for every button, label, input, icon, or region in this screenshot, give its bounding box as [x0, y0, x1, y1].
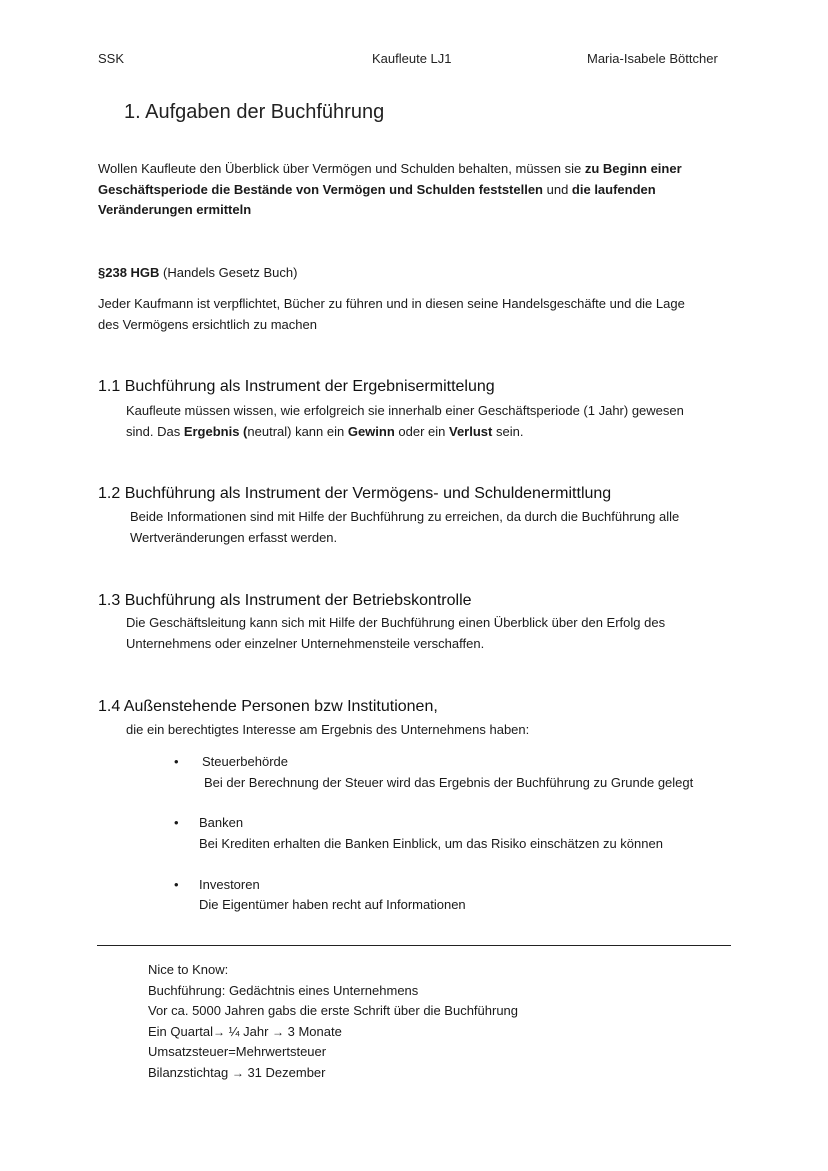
hgb-heading [98, 263, 297, 284]
section-1-4-intro: die ein berechtigtes Interesse am Ergebnis des Unternehmens haben: [126, 722, 530, 737]
nice-line-2: Buchführung: Gedächtnis eines Unternehmens [148, 982, 419, 998]
intro-paragraph [98, 159, 748, 221]
hgb-line-2: des Vermögens ersichtlich zu machen [98, 316, 317, 332]
intro-bold-4: Veränderungen ermitteln [98, 202, 252, 217]
section-1-1-body [126, 401, 746, 442]
nice-line-3: Vor ca. 5000 Jahren gabs die erste Schrift über die Buchführung [148, 1003, 519, 1018]
s12-line-1: Beide Informationen sind mit Hilfe der Buchführung zu erreichen, da durch die Buchführung alle [130, 509, 680, 524]
intro-bold-2: Geschäftsperiode die Bestände von Vermögen und Schulden feststellen [98, 181, 543, 197]
hgb-line-1: Jeder Kaufmann ist verpflichtet, Bücher zu führen und in diesen seine Handelsgeschäfte und die Lage [98, 296, 685, 311]
bullet-icon: • [174, 815, 179, 830]
header-right: Maria-Isabele Böttcher [587, 51, 718, 66]
list-item-desc: Die Eigentümer haben recht auf Informationen [199, 897, 466, 912]
list-item-desc: Bei Krediten erhalten die Banken Einblick, um das Risiko einschätzen zu können [199, 836, 663, 851]
section-1-2-heading: 1.2 Buchführung als Instrument der Vermögens- und Schuldenermittlung [98, 485, 612, 502]
s11-text-a: sind. Das [126, 423, 184, 439]
nice-l4b: ¼ Jahr [225, 1023, 273, 1039]
s11-text-h: sein. [492, 423, 524, 439]
s11-bold-ergebnis: Ergebnis ( [183, 423, 248, 439]
section-1-4-heading: 1.4 Außenstehende Personen bzw Institutionen, [98, 698, 438, 715]
s11-text-neutral: neutral) [247, 423, 292, 439]
list-item-title: Banken [199, 815, 244, 830]
arrow-right-icon: → [213, 1024, 226, 1039]
section-1-3-body [126, 613, 746, 654]
hgb-paragraph [98, 294, 748, 335]
page-title: 1. Aufgaben der Buchführung [124, 101, 385, 123]
hgb-rest: (Handels Gesetz Buch) [159, 265, 298, 280]
nice-l6a: Bilanzstichtag [148, 1064, 232, 1080]
header-left: SSK [98, 51, 125, 66]
s11-line-2 [126, 422, 746, 443]
section-1-3-heading: 1.3 Buchführung als Instrument der Betriebskontrolle [98, 592, 472, 609]
hgb-bold: §238 HGB [98, 265, 160, 280]
nice-heading: Nice to Know: [148, 962, 229, 977]
header-center: Kaufleute LJ1 [372, 51, 452, 66]
nice-l4a: Ein Quartal [148, 1023, 214, 1039]
s12-line-2: Wertveränderungen erfasst werden. [130, 529, 338, 545]
nice-line-5: Umsatzsteuer=Mehrwertsteuer [148, 1044, 327, 1059]
list-item-desc: Bei der Berechnung der Steuer wird das Ergebnis der Buchführung zu Grunde gelegt [204, 775, 694, 790]
section-1-1-heading: 1.1 Buchführung als Instrument der Ergebnisermittelung [98, 378, 495, 395]
section-divider [97, 945, 731, 946]
nice-line-6 [148, 1063, 708, 1084]
intro-bold-1: zu Beginn einer [584, 161, 682, 176]
s13-line-1: Die Geschäftsleitung kann sich mit Hilfe der Buchführung einen Überblick über den Erfolg des [126, 615, 666, 630]
nice-line-4 [148, 1022, 708, 1043]
list-item-title: Investoren [199, 877, 260, 892]
nice-l6b: 31 Dezember [243, 1064, 326, 1080]
nice-l4c: 3 Monate [284, 1023, 342, 1039]
bullet-icon: • [174, 754, 179, 769]
intro-bold-3: die laufenden [571, 181, 656, 197]
list-item-title: Steuerbehörde [202, 754, 289, 769]
arrow-right-icon: → [272, 1024, 285, 1039]
section-1-2-body [130, 507, 750, 548]
intro-text-1: Wollen Kaufleute den Überblick über Vermögen und Schulden behalten, müssen sie [98, 161, 585, 176]
s11-bold-verlust: Verlust [449, 423, 493, 439]
intro-text-2: und [543, 181, 572, 197]
s11-text-d: kann ein [291, 423, 348, 439]
s11-text-f: oder ein [394, 423, 449, 439]
bullet-icon: • [174, 877, 179, 892]
arrow-right-icon: → [231, 1065, 244, 1080]
s13-line-2: Unternehmens oder einzelner Unternehmensteile verschaffen. [126, 635, 485, 651]
s11-bold-gewinn: Gewinn [347, 423, 395, 439]
nice-to-know-box [148, 960, 708, 1083]
s11-line-1: Kaufleute müssen wissen, wie erfolgreich sie innerhalb einer Geschäftsperiode (1 Jahr) gewesen [126, 403, 684, 418]
